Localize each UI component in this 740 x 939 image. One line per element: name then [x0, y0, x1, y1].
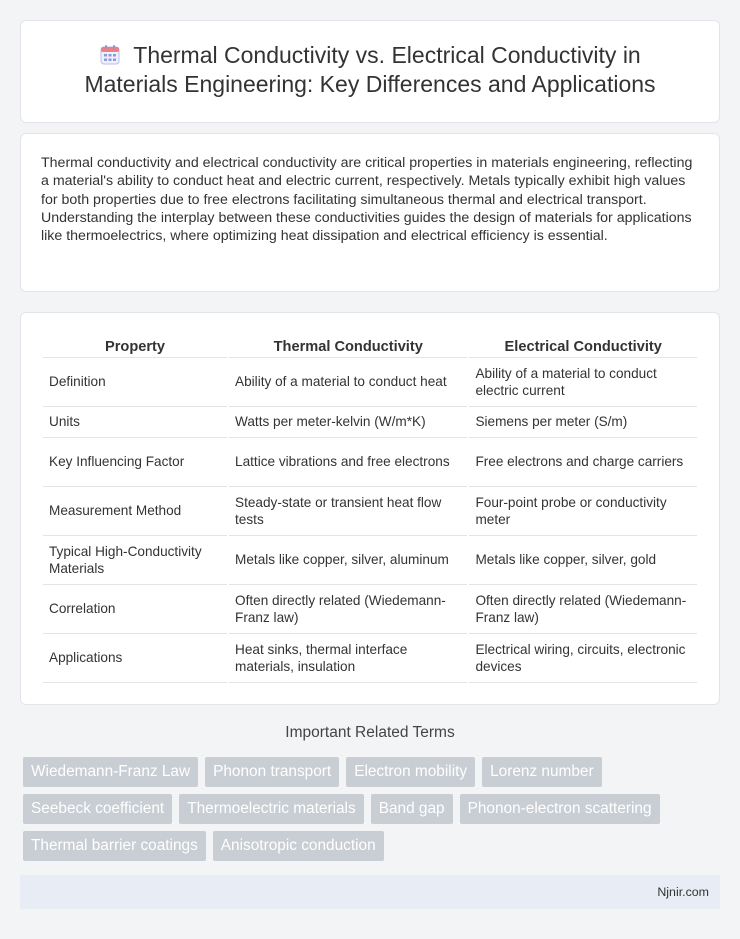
- tag-lorenz-number[interactable]: Lorenz number: [482, 757, 602, 787]
- footer-site-name: Njnir.com: [657, 885, 709, 899]
- page-title: Thermal Conductivity vs. Electrical Conductivity in Materials Engineering: Key Differences and Applications: [84, 42, 656, 97]
- page-title-wrap: [21, 21, 719, 99]
- table-row: [43, 487, 697, 536]
- tag-wiedemann-franz-law[interactable]: Wiedemann-Franz Law: [23, 757, 198, 787]
- table-row: [43, 358, 697, 407]
- comparison-table: [41, 333, 699, 683]
- electrical-cell: Ability of a material to conduct electric current: [469, 358, 697, 407]
- tag-phonon-transport[interactable]: Phonon transport: [205, 757, 339, 787]
- table-row: [43, 585, 697, 634]
- table-header-row: [43, 333, 697, 358]
- table-row: [43, 634, 697, 683]
- electrical-cell: Free electrons and charge carriers: [469, 438, 697, 487]
- thermal-cell: Often directly related (Wiedemann-Franz law): [229, 585, 467, 634]
- table-row: [43, 438, 697, 487]
- thermal-cell: Ability of a material to conduct heat: [229, 358, 467, 407]
- electrical-cell: Siemens per meter (S/m): [469, 407, 697, 438]
- table-row: [43, 407, 697, 438]
- related-terms-list: [23, 757, 723, 868]
- title-card: [20, 20, 720, 123]
- intro-card: [20, 133, 720, 292]
- header-property: Property: [43, 333, 227, 358]
- electrical-cell: Often directly related (Wiedemann-Franz law): [469, 585, 697, 634]
- thermal-cell: Metals like copper, silver, aluminum: [229, 536, 467, 585]
- header-thermal: Thermal Conductivity: [229, 333, 467, 358]
- intro-paragraph: Thermal conductivity and electrical conductivity are critical properties in materials engineering, reflecting a material's ability to conduct heat and electric current, respectively. Metals typically exhibit high values for both properties due to free electrons facilitating simultaneous thermal and electrical transport. Understanding the interplay between these conductivities guides the design of materials for applications like thermoelectrics, where optimizing heat dissipation and electrical efficiency is essential.: [41, 155, 693, 245]
- thermal-cell: Watts per meter-kelvin (W/m*K): [229, 407, 467, 438]
- thermal-cell: Heat sinks, thermal interface materials, insulation: [229, 634, 467, 683]
- tag-seebeck-coefficient[interactable]: Seebeck coefficient: [23, 794, 172, 824]
- tag-row: [23, 757, 723, 787]
- row-label: Measurement Method: [43, 487, 227, 536]
- tag-electron-mobility[interactable]: Electron mobility: [346, 757, 475, 787]
- row-label: Definition: [43, 358, 227, 407]
- tag-thermal-barrier-coatings[interactable]: Thermal barrier coatings: [23, 831, 206, 861]
- electrical-cell: Four-point probe or conductivity meter: [469, 487, 697, 536]
- tag-row: [23, 831, 723, 861]
- tag-row: [23, 794, 723, 824]
- related-terms-heading: Important Related Terms: [285, 724, 455, 741]
- tag-anisotropic-conduction[interactable]: Anisotropic conduction: [213, 831, 384, 861]
- electrical-cell: Electrical wiring, circuits, electronic devices: [469, 634, 697, 683]
- footer: [20, 875, 720, 909]
- thermal-cell: Lattice vibrations and free electrons: [229, 438, 467, 487]
- row-label: Applications: [43, 634, 227, 683]
- thermal-cell: Steady-state or transient heat flow tests: [229, 487, 467, 536]
- electrical-cell: Metals like copper, silver, gold: [469, 536, 697, 585]
- table-row: [43, 536, 697, 585]
- header-electrical: Electrical Conductivity: [469, 333, 697, 358]
- calendar-icon: [99, 44, 121, 66]
- row-label: Units: [43, 407, 227, 438]
- row-label: Typical High-Conductivity Materials: [43, 536, 227, 585]
- row-label: Key Influencing Factor: [43, 438, 227, 487]
- comparison-table-card: [20, 312, 720, 705]
- tag-band-gap[interactable]: Band gap: [371, 794, 453, 824]
- tag-thermoelectric-materials[interactable]: Thermoelectric materials: [179, 794, 364, 824]
- row-label: Correlation: [43, 585, 227, 634]
- tag-phonon-electron-scattering[interactable]: Phonon-electron scattering: [460, 794, 660, 824]
